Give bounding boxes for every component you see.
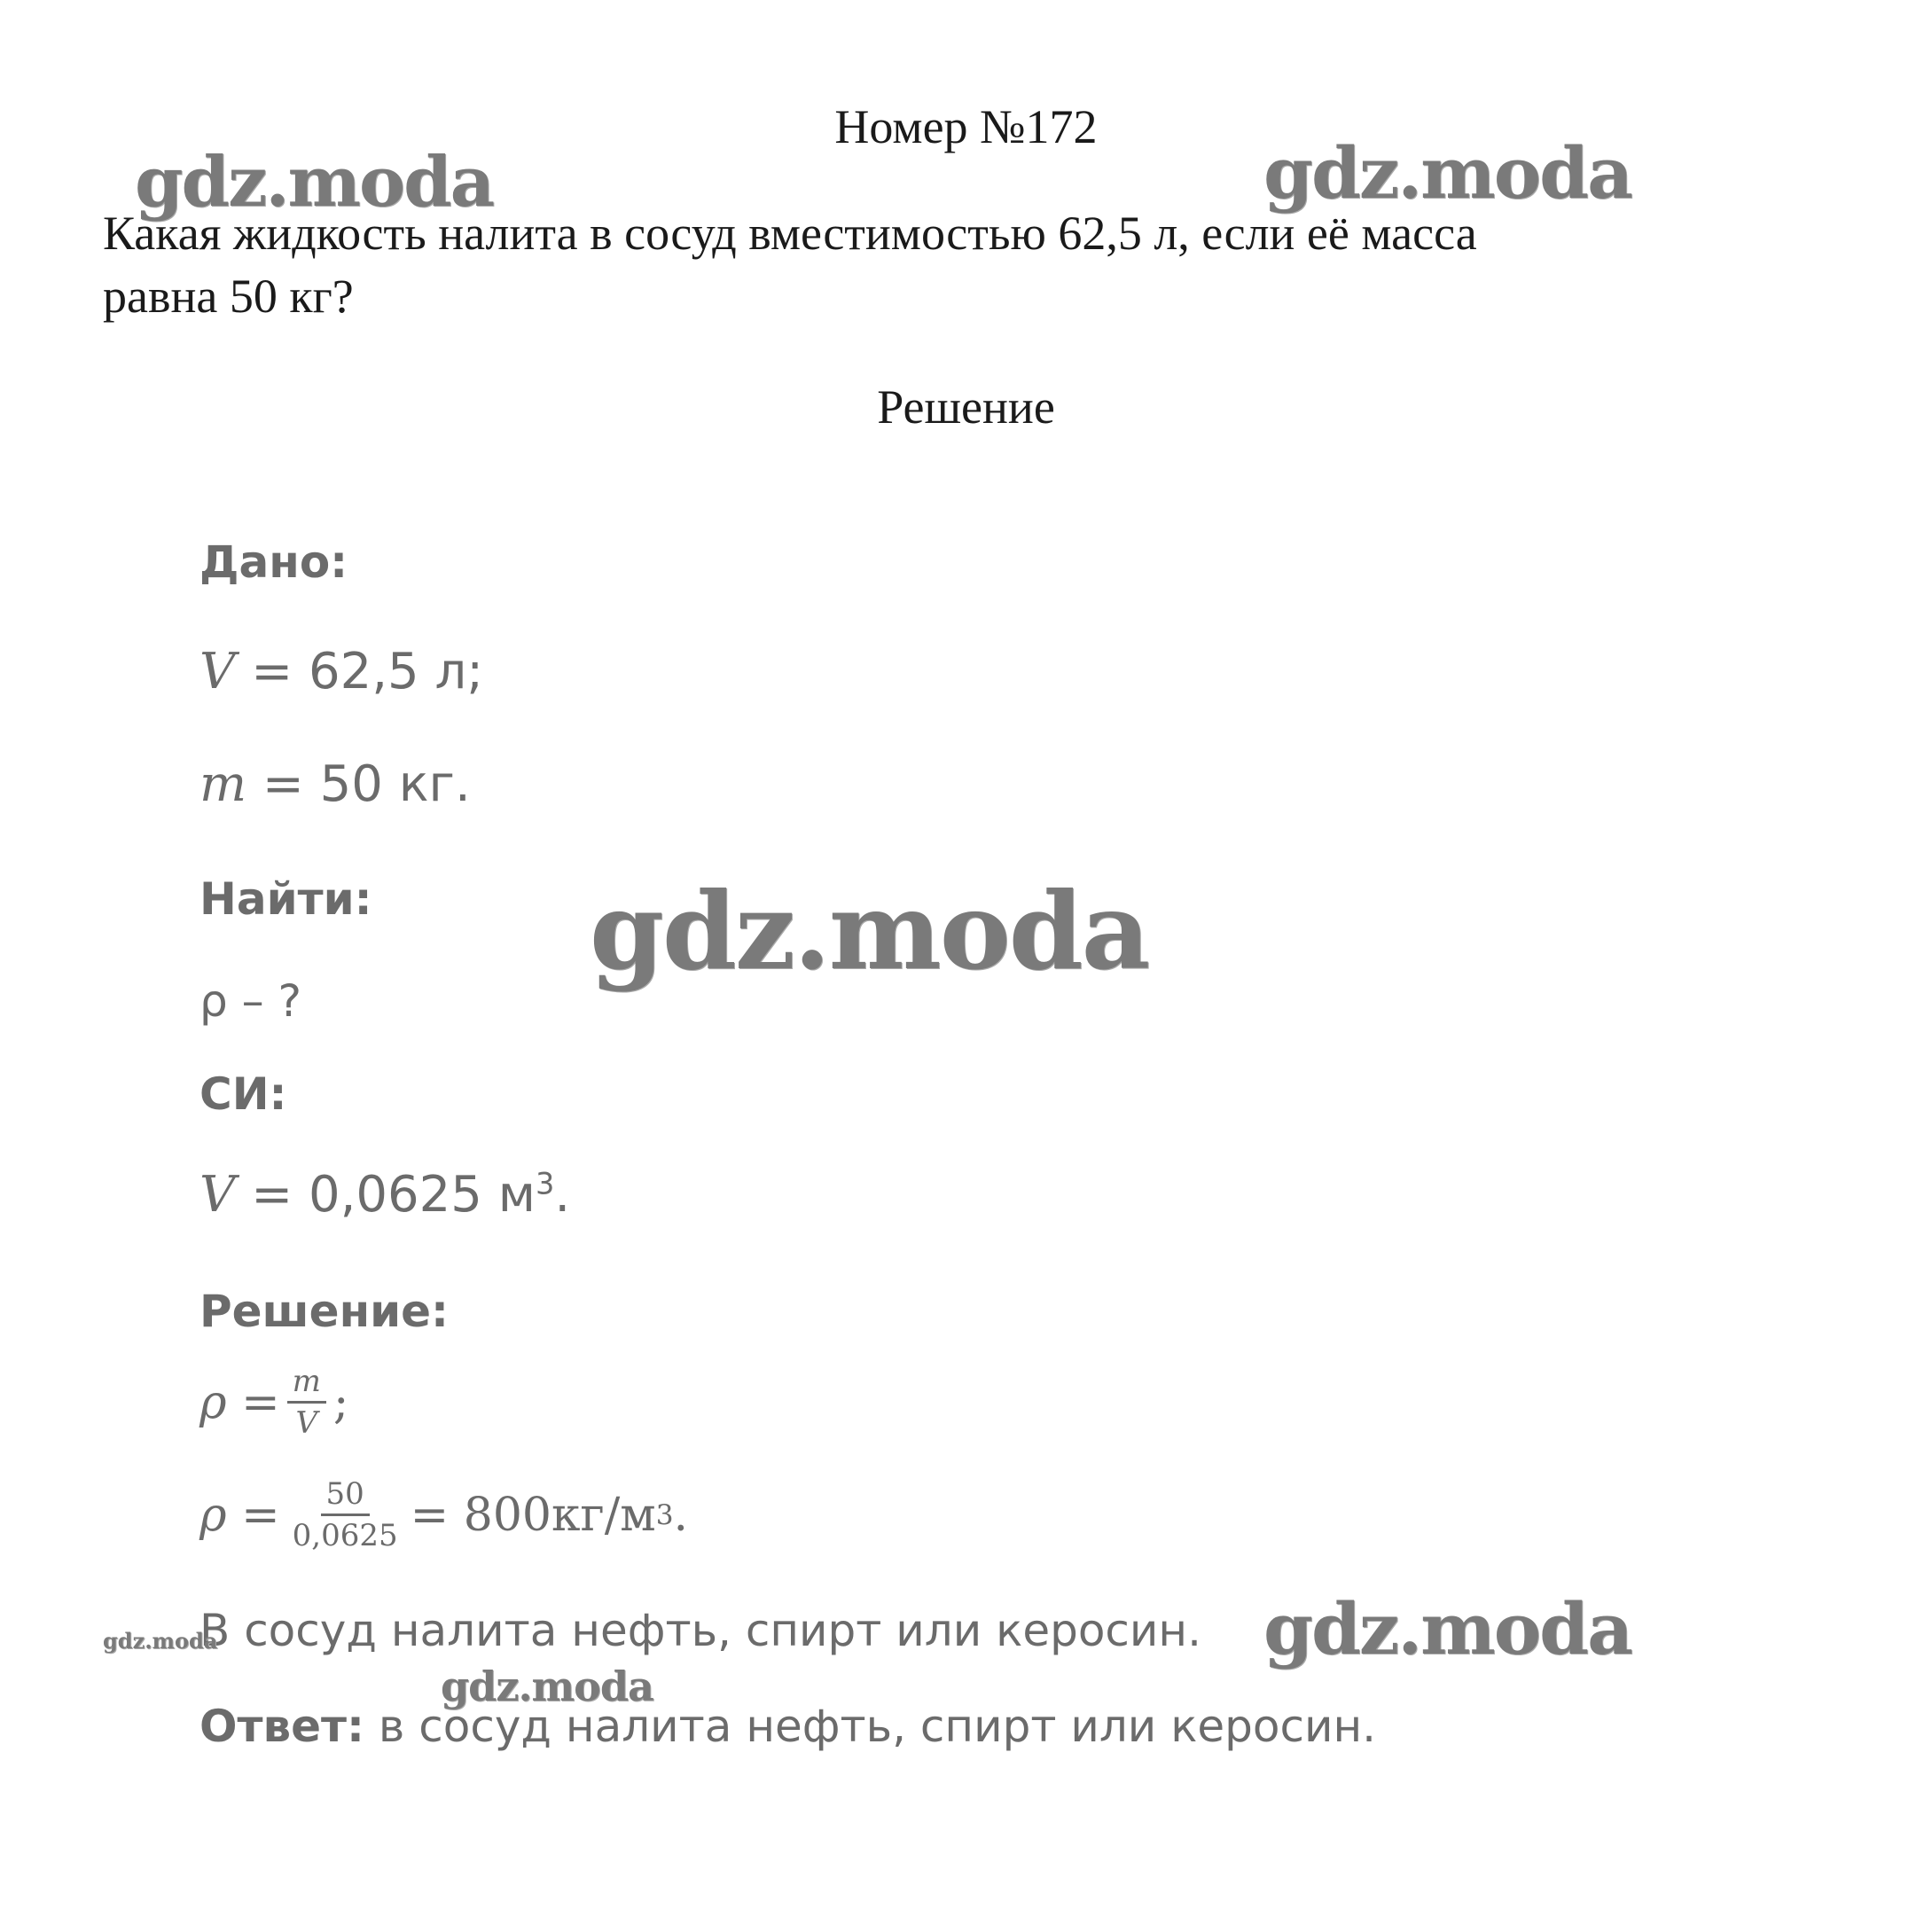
question-line-2: равна 50 кг? <box>103 270 354 323</box>
volume-variable: V <box>199 643 236 700</box>
task-number: Номер №172 <box>834 100 1098 153</box>
solution-heading: Решение <box>877 380 1055 434</box>
watermark: gdz.moda <box>590 869 1149 994</box>
given-label: Дано: <box>199 536 348 588</box>
find-value: ρ – ? <box>199 975 302 1027</box>
si-label: СИ: <box>199 1068 287 1120</box>
question-line-1: Какая жидкость налита в сосуд вместимостью 62,5 л, если её масса <box>103 207 1477 260</box>
given-mass <box>199 755 471 813</box>
formula2-fraction <box>287 1476 403 1553</box>
solution-label: Решение: <box>199 1286 450 1337</box>
given-volume <box>199 643 483 700</box>
formula2-result: = 800кг/м <box>410 1488 656 1542</box>
watermark: gdz.moda <box>1263 1587 1631 1670</box>
formula2-end: . <box>673 1488 689 1542</box>
formula1-lhs: ρ = <box>199 1375 280 1429</box>
si-volume-variable: V <box>199 1166 236 1224</box>
answer-line <box>199 1701 1376 1752</box>
formula2-numerator: 50 <box>321 1476 370 1516</box>
si-volume <box>199 1166 570 1224</box>
density-calculation <box>199 1476 688 1553</box>
si-volume-value: = 0,0625 м <box>235 1166 536 1224</box>
answer-text: в сосуд налита нефть, спирт или керосин. <box>364 1701 1377 1752</box>
conclusion-text: В сосуд налита нефть, спирт или керосин. <box>199 1605 1201 1656</box>
find-label: Найти: <box>199 873 372 925</box>
density-formula <box>199 1364 348 1441</box>
answer-label: Ответ: <box>199 1701 365 1752</box>
watermark: gdz.moda <box>135 142 494 223</box>
watermark: gdz.moda <box>103 1628 218 1654</box>
formula1-fraction <box>287 1364 326 1441</box>
watermark: gdz.moda <box>441 1662 653 1710</box>
formula1-denominator: V <box>295 1405 318 1441</box>
given-mass-value: = 50 кг. <box>246 755 471 813</box>
formula2-lhs: ρ = <box>199 1488 280 1542</box>
mass-variable: m <box>199 755 247 813</box>
formula1-end: ; <box>332 1375 349 1429</box>
formula1-numerator: m <box>287 1364 326 1404</box>
formula2-exponent: 3 <box>655 1498 674 1531</box>
si-volume-exponent: 3 <box>535 1166 555 1201</box>
formula2-denominator: 0,0625 <box>292 1518 398 1553</box>
watermark: gdz.moda <box>1263 131 1631 215</box>
si-volume-end: . <box>554 1166 571 1224</box>
given-volume-value: = 62,5 л; <box>235 643 484 700</box>
